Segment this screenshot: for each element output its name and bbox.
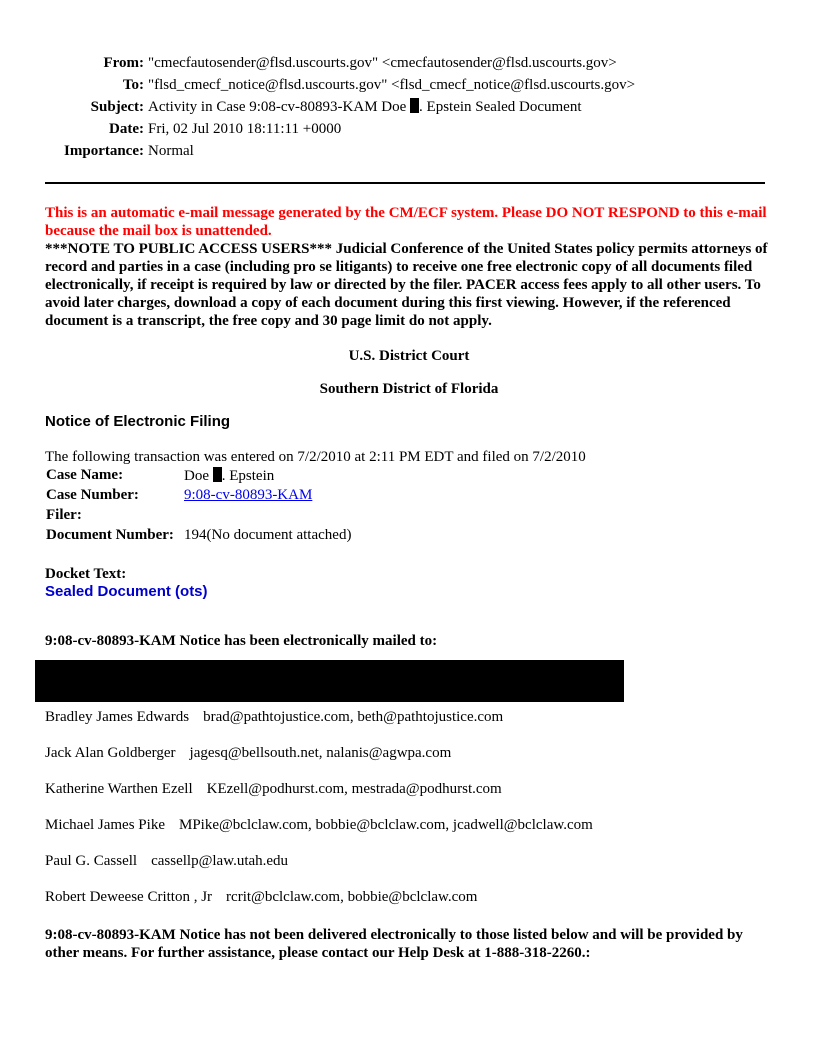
case-number-link[interactable]: 9:08-cv-80893-KAM bbox=[184, 487, 313, 503]
document-number-label: Document Number: bbox=[46, 527, 174, 543]
from-label: From: bbox=[103, 55, 144, 71]
docket-text-label: Docket Text: bbox=[45, 566, 127, 582]
court-name: U.S. District Court bbox=[348, 348, 470, 364]
not-delivered-notice: 9:08-cv-80893-KAM Notice has not been delivered electronically to those listed below and will be provided by other means. For further assistance, please contact our Help Desk at 1-888-318-2260.: bbox=[45, 927, 743, 961]
to-value: "flsd_cmecf_notice@flsd.uscourts.gov" <flsd_cmecf_notice@flsd.uscourts.gov> bbox=[148, 77, 636, 93]
recipient-emails: cassellp@law.utah.edu bbox=[151, 853, 289, 869]
filer-label: Filer: bbox=[46, 507, 82, 523]
transaction-text: The following transaction was entered on 7/2/2010 at 2:11 PM EDT and filed on 7/2/2010 bbox=[45, 449, 586, 465]
recipient-emails: MPike@bclclaw.com, bobbie@bclclaw.com, jcadwell@bclclaw.com bbox=[178, 817, 593, 833]
recipient-emails: brad@pathtojustice.com, beth@pathtojustice.com bbox=[203, 709, 504, 725]
redaction-bar bbox=[35, 660, 624, 702]
mailed-heading: 9:08-cv-80893-KAM Notice has been electronically mailed to: bbox=[45, 633, 438, 649]
subject-value bbox=[144, 99, 582, 115]
recipient-emails: rcrit@bclclaw.com, bobbie@bclclaw.com bbox=[226, 889, 478, 905]
redaction-box bbox=[213, 467, 222, 482]
document-number-value: 194(No document attached) bbox=[184, 527, 352, 543]
district-name: Southern District of Florida bbox=[319, 381, 499, 397]
date-value: Fri, 02 Jul 2010 18:11:11 +0000 bbox=[148, 121, 342, 137]
email-header bbox=[0, 52, 635, 162]
subject-post: . Epstein Sealed Document bbox=[419, 99, 582, 115]
recipient-row bbox=[45, 781, 502, 798]
importance-label: Importance: bbox=[64, 143, 144, 159]
recipient-emails: jagesq@bellsouth.net, nalanis@agwpa.com bbox=[189, 745, 452, 761]
to-label: To: bbox=[122, 77, 144, 93]
public-access-note: ***NOTE TO PUBLIC ACCESS USERS*** Judicial Conference of the United States policy permits attorneys of record and parties in a case (including pro se litigants) to receive one free electronic copy of all documents filed electronically, if receipt is required by law or directed by the filer. PACER access fees apply to all other users. To avoid later charges, download a copy of each document during this first viewing. However, if the referenced document is a transcript, the free copy and 30 page limit do not apply. bbox=[45, 241, 768, 329]
from-value: "cmecfautosender@flsd.uscourts.gov" <cmecfautosender@flsd.uscourts.gov> bbox=[148, 55, 617, 71]
subject-label: Subject: bbox=[90, 99, 144, 115]
recipient-name: Katherine Warthen Ezell bbox=[45, 781, 193, 797]
case-name-pre: Doe bbox=[184, 468, 209, 484]
date-label: Date: bbox=[109, 121, 144, 137]
recipient-name: Paul G. Cassell bbox=[45, 853, 138, 869]
case-name-value bbox=[183, 467, 353, 487]
recipient-row bbox=[45, 817, 593, 834]
subject-pre: Activity in Case 9:08-cv-80893-KAM Doe bbox=[148, 99, 407, 115]
case-details bbox=[45, 467, 353, 547]
importance-value: Normal bbox=[148, 143, 194, 159]
recipient-name: Robert Deweese Critton , Jr bbox=[45, 889, 213, 905]
case-number-label: Case Number: bbox=[46, 487, 139, 503]
case-name-label: Case Name: bbox=[46, 467, 124, 483]
auto-message-warning: This is an automatic e-mail message generated by the CM/ECF system. Please DO NOT RESPOND to this e-mail because the mail box is unattended. bbox=[45, 205, 767, 239]
email-body bbox=[45, 204, 773, 650]
header-divider bbox=[45, 182, 765, 184]
redaction-box bbox=[410, 98, 419, 113]
recipient-name: Michael James Pike bbox=[45, 817, 165, 833]
docket-text: Sealed Document (ots) bbox=[45, 583, 208, 600]
recipient-name: Bradley James Edwards bbox=[45, 709, 190, 725]
recipient-name: Jack Alan Goldberger bbox=[45, 745, 176, 761]
recipient-emails: KEzell@podhurst.com, mestrada@podhurst.com bbox=[206, 781, 502, 797]
recipient-row bbox=[45, 889, 477, 906]
recipient-row bbox=[45, 709, 503, 726]
recipient-row bbox=[45, 745, 451, 762]
nef-title: Notice of Electronic Filing bbox=[45, 413, 231, 430]
case-name-post: . Epstein bbox=[221, 468, 275, 484]
recipient-row bbox=[45, 853, 288, 870]
